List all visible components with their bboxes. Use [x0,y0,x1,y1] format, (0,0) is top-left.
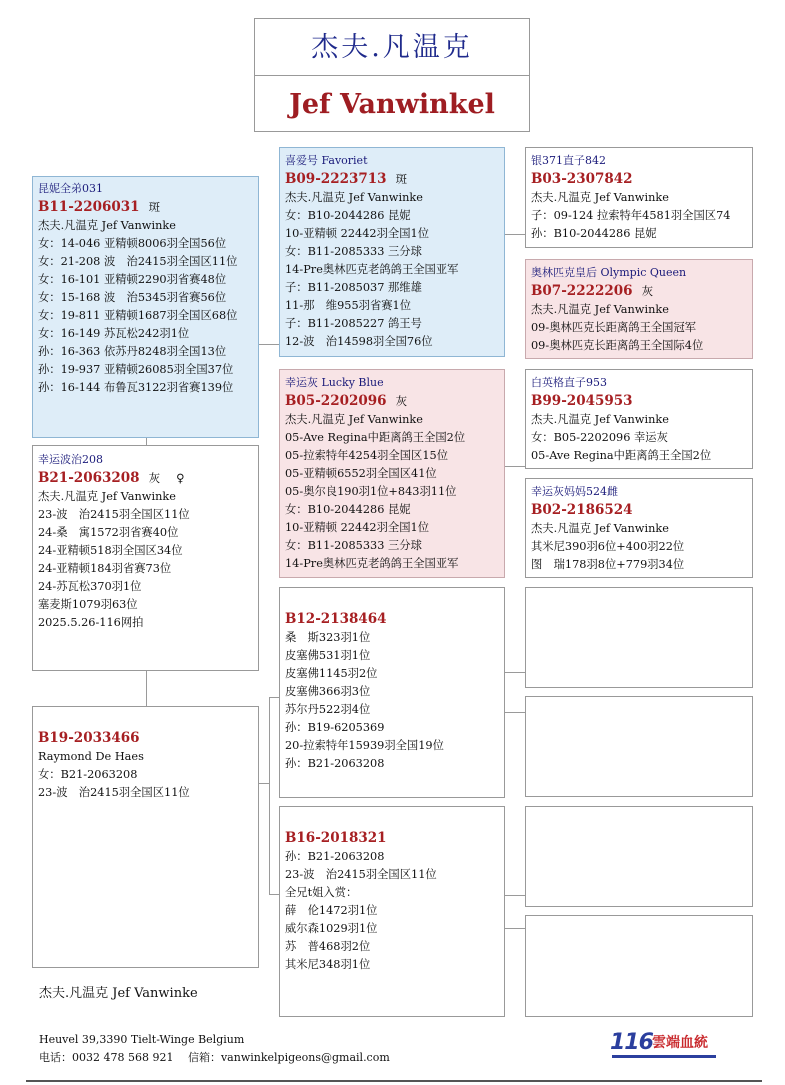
ring-number: B16-2018321 [285,830,387,846]
pigeon-card-sire [279,147,505,357]
connector-line [146,670,147,706]
connector-line [259,344,279,345]
pedigree-line: 23-波 治2415羽全国区11位 [285,868,437,881]
empty-pedigree-box [525,696,753,797]
connector-line [504,466,525,467]
pedigree-line: 女：B10-2044286 昆妮 [285,209,411,222]
connector-line [146,437,147,445]
pedigree-line: 杰夫.凡温克 Jef Vanwinke [531,303,669,316]
footer-divider [26,1080,762,1082]
pigeon-card-dam-dam [525,478,753,578]
pedigree-line: 10-亚精顿 22442羽全国1位 [285,227,429,240]
empty-pedigree-box [525,806,753,907]
pedigree-line: 塞麦斯1079羽63位 [38,598,138,611]
pedigree-line: 孙：B21-2063208 [285,850,385,863]
connector-line [269,697,279,698]
pedigree-line: 女：16-149 苏瓦松242羽1位 [38,327,190,340]
pedigree-line: 14-Pre奥林匹克老鸽鸽王全国亚军 [285,557,459,570]
connector-line [504,895,525,896]
pedigree-line: 女：14-046 亚精顿8006羽全国56位 [38,237,227,250]
pedigree-line: 孙：B19-6205369 [285,721,385,734]
pedigree-line: 孙：B10-2044286 昆妮 [531,227,657,240]
pedigree-line: 杰夫.凡温克 Jef Vanwinke [38,219,176,232]
pedigree-line: 孙：B21-2063208 [285,757,385,770]
pedigree-line: 09-奥林匹克长距离鸽王全国冠军 [531,321,697,334]
pedigree-line: 女：B11-2085333 三分球 [285,539,422,552]
pedigree-line: 桑 斯323羽1位 [285,631,371,644]
title-box [254,18,530,132]
ring-number: B21-2063208 灰 ♀ [38,470,185,486]
pedigree-line: 女：16-101 亚精顿2290羽省赛48位 [38,273,227,286]
female-symbol-icon: ♀ [176,471,185,485]
breeder-contact: 电话：0032 478 568 921 信箱：vanwinkelpigeons@gmail.com [39,1051,390,1064]
pedigree-line: 苏 普468羽2位 [285,940,371,953]
breeder-name: 杰夫.凡温克 Jef Vanwinke [39,986,198,1001]
pedigree-line: 其米尼390羽6位+400羽22位 [531,540,685,553]
pedigree-line: 20-拉索特年15939羽全国19位 [285,739,444,752]
pedigree-line: 女：B21-2063208 [38,768,138,781]
pigeon-color: 灰 [395,394,408,408]
pedigree-line: 24-亚精顿184羽省赛73位 [38,562,172,575]
pigeon-card-subject [32,176,259,438]
ring-number: B05-2202096 灰 [285,393,408,409]
pedigree-line: 女：15-168 波 治5345羽省赛56位 [38,291,227,304]
connector-line [269,894,279,895]
pigeon-color: 斑 [395,172,408,186]
connector-line [504,234,525,235]
pigeon-color: 灰 [148,471,161,485]
pedigree-line: 皮塞佛366羽3位 [285,685,371,698]
connector-line [269,697,270,894]
pedigree-line: 杰夫.凡温克 Jef Vanwinke [285,191,423,204]
ring-number: B02-2186524 [531,502,633,518]
pigeon-name: 幸运灰 Lucky Blue [285,376,384,389]
ring-number: B11-2206031 斑 [38,199,161,215]
pedigree-line: 23-波 治2415羽全国区11位 [38,786,190,799]
pedigree-line: 05-Ave Regina中距离鸽王全国2位 [531,449,712,462]
pedigree-line: 2025.5.26-116网拍 [38,616,144,629]
pigeon-name: 奥林匹克皇后 Olympic Queen [531,266,687,279]
pedigree-line: 子：09-124 拉索特年4581羽全国区74 [531,209,731,222]
pigeon-name: 幸运波治208 [38,453,103,466]
brand-logo: 116 雲端血統 [610,1030,722,1060]
ring-number: B12-2138464 [285,611,387,627]
pedigree-line: 12-波 治14598羽全国76位 [285,335,433,348]
pedigree-line: Raymond De Haes [38,750,144,763]
pedigree-line: 05-亚精顿6552羽全国区41位 [285,467,437,480]
pigeon-card-dam [279,369,505,578]
breeder-address: Heuvel 39,3390 Tielt-Winge Belgium [39,1033,245,1046]
pedigree-line: 孙：16-363 依苏丹8248羽全国13位 [38,345,227,358]
pigeon-name: 昆妮全弟031 [38,182,103,195]
connector-line [504,712,525,713]
pedigree-line: 图 瑞178羽8位+779羽34位 [531,558,685,571]
pedigree-line: 24-桑 寓1572羽省赛40位 [38,526,179,539]
ring-number: B19-2033466 [38,730,140,746]
breeder-title-chinese: 杰夫.凡温克 [255,19,529,76]
pedigree-line: 子：B11-2085227 鸽王号 [285,317,422,330]
pedigree-line: 杰夫.凡温克 Jef Vanwinke [38,490,176,503]
pedigree-line: 威尔森1029羽1位 [285,922,378,935]
pedigree-line: 05-拉索特年4254羽全国区15位 [285,449,448,462]
pedigree-line: 14-Pre奥林匹克老鸽鸽王全国亚军 [285,263,459,276]
pedigree-line: 女：B05-2202096 幸运灰 [531,431,668,444]
pedigree-line: 薛 伦1472羽1位 [285,904,378,917]
pedigree-line: 11-那 维955羽省赛1位 [285,299,412,312]
pigeon-card-sibling [32,445,259,671]
pigeon-card-relative [32,706,259,968]
connector-line [504,672,525,673]
pedigree-line: 孙：19-937 亚精顿26085羽全国37位 [38,363,234,376]
ring-number: B07-2222206 灰 [531,283,654,299]
pedigree-line: 05-奥尔良190羽1位+843羽11位 [285,485,457,498]
pedigree-line: 孙：16-144 布鲁瓦3122羽省赛139位 [38,381,234,394]
pigeon-name: 银371直子842 [531,154,606,167]
pedigree-line: 杰夫.凡温克 Jef Vanwinke [531,191,669,204]
pigeon-card-sire-sire [525,147,753,248]
pedigree-line: 其米尼348羽1位 [285,958,371,971]
pigeon-card-relative [279,806,505,1017]
pedigree-line: 皮塞佛531羽1位 [285,649,371,662]
pedigree-line: 杰夫.凡温克 Jef Vanwinke [531,522,669,535]
pedigree-line: 子：B11-2085037 那维雄 [285,281,422,294]
pedigree-line: 女：19-811 亚精顿1687羽全国区68位 [38,309,238,322]
pigeon-name: 幸运灰妈妈524雌 [531,485,618,498]
pedigree-line: 24-亚精顿518羽全国区34位 [38,544,183,557]
ring-number: B03-2307842 [531,171,633,187]
pedigree-line: 苏尔丹522羽4位 [285,703,371,716]
pedigree-line: 09-奥林匹克长距离鸽王全国际4位 [531,339,704,352]
pedigree-line: 05-Ave Regina中距离鸽王全国2位 [285,431,466,444]
breeder-title-english: Jef Vanwinkel [289,89,495,120]
pigeon-card-relative [279,587,505,798]
pedigree-line: 杰夫.凡温克 Jef Vanwinke [531,413,669,426]
connector-line [504,928,525,929]
pigeon-name: 白英格直子953 [531,376,607,389]
pigeon-name: 喜爱号 Favoriet [285,154,368,167]
pigeon-color: 灰 [641,284,654,298]
pedigree-line: 女：B10-2044286 昆妮 [285,503,411,516]
ring-number: B09-2223713 斑 [285,171,408,187]
pedigree-line: 24-苏瓦松370羽1位 [38,580,142,593]
pedigree-line: 女：B11-2085333 三分球 [285,245,422,258]
ring-number: B99-2045953 [531,393,633,409]
pedigree-line: 杰夫.凡温克 Jef Vanwinke [285,413,423,426]
pedigree-line: 全兄t姐入赏： [285,886,358,899]
empty-pedigree-box [525,915,753,1017]
pedigree-line: 女：21-208 波 治2415羽全国区11位 [38,255,238,268]
pigeon-card-dam-sire [525,369,753,469]
empty-pedigree-box [525,587,753,688]
pedigree-line: 皮塞佛1145羽2位 [285,667,378,680]
pedigree-line: 10-亚精顿 22442羽全国1位 [285,521,429,534]
pigeon-card-sire-dam [525,259,753,359]
pigeon-color: 斑 [148,200,161,214]
pedigree-line: 23-波 治2415羽全国区11位 [38,508,190,521]
